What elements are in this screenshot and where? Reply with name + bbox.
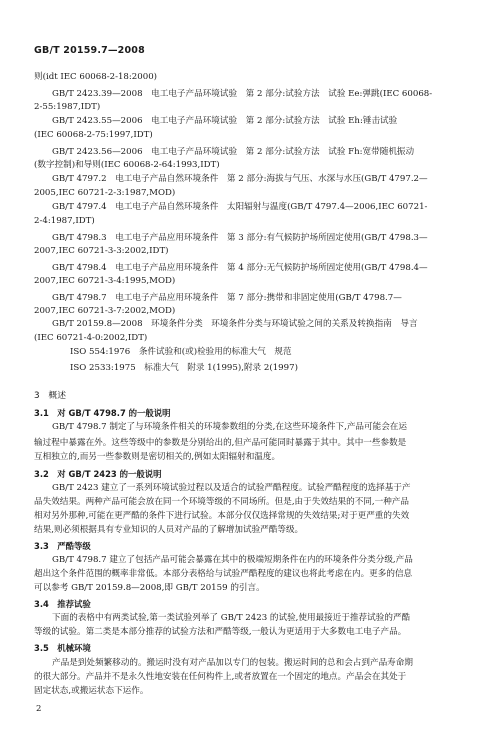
text-line: GB/T 4798.3 电工电子产品应用环境条件 第 3 部分:有气候防护场所固定使用(GB/T 4798.3— — [52, 233, 428, 243]
text-line: GB/T 4798.7 制定了与环境条件相关的环境参数组的分类,在这些环境条件下,产品可能会在运 — [52, 422, 407, 432]
text-line: 相对另外那种,可能在更严酷的条件下进行试验。本部分仅仅选择常规的失效结果;对于更严重的失效 — [34, 511, 410, 521]
text-line: 产品是到处频繁移动的。搬运时没有对产品加以专门的包装。搬运时间的总和会占到产品寿命期 — [52, 658, 413, 668]
running-header: GB/T 20159.7—2008 — [34, 45, 145, 56]
text-line: (IEC 60721-4-0:2002,IDT) — [34, 333, 148, 343]
text-line: 2007,IEC 60721-3-4:1995,MOD) — [34, 276, 176, 286]
subsection-heading: 3.4 推荐试验 — [34, 599, 91, 609]
text-line: 品失效结果。两种产品可能会放在同一个环境等级的不同场所。但是,由于失效结果的不同,一种产品 — [34, 497, 409, 507]
text-line: 等级的试验。第二类是本部分推荐的试验方法和严酷等级,一般认为更适用于大多数电工电子产品。 — [34, 627, 407, 637]
text-line: GB/T 4798.7 电工电子产品应用环境条件 第 7 部分:携带和非固定使用(GB/T 4798.7— — [52, 293, 402, 303]
page-number: 2 — [36, 704, 42, 714]
text-line: 结果,则必须根据具有专业知识的人员对产品的了解增加试验严酷等级。 — [34, 525, 304, 535]
text-line: 2-4:1987,IDT) — [34, 216, 95, 226]
text-line: (IEC 60068-2-75:1997,IDT) — [34, 130, 153, 140]
text-line: ISO 554:1976 条件试验和(或)检验用的标准大气 规范 — [70, 347, 292, 357]
text-line: GB/T 4798.7 建立了包括产品可能会暴露在其中的极端短期条件在内的环境条件分类分级,产品 — [52, 555, 413, 565]
text-line: 2007,IEC 60721-3-3:2002,IDT) — [34, 246, 169, 256]
text-line: 固定状态,或搬运状态下运作。 — [34, 686, 149, 696]
text-line: GB/T 2423.56—2006 电工电子产品环境试验 第 2 部分:试验方法 试验 Fh:宽带随机振动 — [52, 147, 415, 157]
text-line: GB/T 2423 建立了一系列环境试验过程以及适合的试验严酷程度。试验严酷程度的选择基于产 — [52, 483, 411, 493]
subsection-heading: 3.2 对 GB/T 2423 的一般说明 — [34, 469, 162, 479]
text-line: GB/T 2423.39—2008 电工电子产品环境试验 第 2 部分:试验方法 试验 Ee:弹跳(IEC 60068- — [52, 89, 433, 99]
text-line: 下面的表格中有两类试验,第一类试验列举了 GB/T 2423 的试验,使用最接近于推荐试验的严酷 — [52, 613, 411, 623]
text-line: 则(idt IEC 60068-2-18:2000) — [34, 72, 158, 82]
subsection-heading: 3.3 严酷等级 — [34, 541, 91, 551]
text-line: 2007,IEC 60721-3-7:2002,MOD) — [34, 306, 176, 316]
text-line: (数字控制)和导则(IEC 60068-2-64:1993,IDT) — [34, 160, 220, 170]
text-line: GB/T 20159.8—2008 环境条件分类 环境条件分类与环境试验之间的关系及转换指南 导言 — [52, 319, 418, 329]
section-heading: 3 概述 — [34, 391, 66, 401]
text-line: GB/T 4798.4 电工电子产品应用环境条件 第 4 部分:无气候防护场所固定使用(GB/T 4798.4— — [52, 263, 428, 273]
text-line: 超出这个条件范围的概率非常低。本部分表格给与试验严酷程度的建议也将此考虑在内。更多的信息 — [34, 569, 413, 579]
text-line: ISO 2533:1975 标准大气 附录 1(1995),附录 2(1997) — [70, 363, 298, 373]
text-line: 2-55:1987,IDT) — [34, 102, 101, 112]
text-line: 互相独立的,而另一些参数则是密切相关的,例如太阳辐射和温度。 — [34, 452, 281, 462]
text-line: GB/T 4797.4 电工电子产品自然环境条件 太阳辐射与温度(GB/T 4797.4—2006,IEC 60721- — [52, 202, 428, 212]
text-line: GB/T 2423.55—2006 电工电子产品环境试验 第 2 部分:试验方法 试验 Eh:锤击试验 — [52, 116, 398, 126]
text-line: 输过程中暴露在外。这些等级中的参数是分别给出的,但产品可能同时暴露于其中。其中一些参数是 — [34, 438, 407, 448]
text-line: 2005,IEC 60721-2-3:1987,MOD) — [34, 188, 176, 198]
text-line: GB/T 4797.2 电工电子产品自然环境条件 第 2 部分:海拔与气压、水深与水压(GB/T 4797.2— — [52, 174, 428, 184]
text-line: 可以参考 GB/T 20159.8—2008,即 GB/T 20159 的引言。 — [34, 583, 265, 593]
subsection-heading: 3.5 机械环境 — [34, 643, 91, 653]
text-line: 的很大部分。产品并不是永久性地安装在任何构件上,或者放置在一个固定的地点。产品会在其处于 — [34, 672, 407, 682]
subsection-heading: 3.1 对 GB/T 4798.7 的一般说明 — [34, 408, 171, 418]
